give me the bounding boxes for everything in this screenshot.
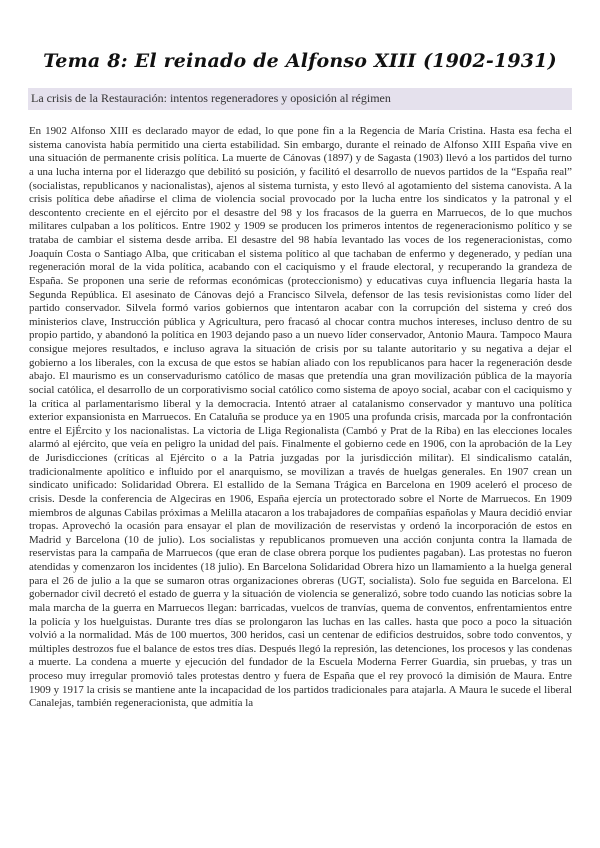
section-heading (28, 88, 572, 110)
section-heading-text: La crisis de la Restauración: intentos regeneradores y oposición al régimen (31, 91, 391, 105)
body-paragraph: En 1902 Alfonso XIII es declarado mayor de edad, lo que pone fin a la Regencia de María Cristina. Hasta esa fecha el sistema canovista había permitido una cierta estabilidad. Sin embargo, durante el reinado de Alfonso XIII España vive en una situación de permanente crisis política. La muerte de Cánovas (1897) y de Sagasta (1903) llevó a los partidos del turno a una lucha interna por el liderazgo que debilitó su posición, y facilitó el desarrollo de nuevos partidos de la “España real” (socialistas, republicanos y nacionalistas), ajenos al sistema turnista, y esto llevó al agotamiento del sistema canovista. A la crisis política debe añadirse el clima de violencia social provocado por la lucha entre los sindicatos y la patronal y el descontento creciente en el ejército por el desastre del 98 y los fracasos de la guerra en Marruecos, de lo que muchos militares culpaban a los políticos. Entre 1902 y 1909 se producen los primeros intentos de regeneracionismo político y se trataba de cambiar el sistema desde arriba. El desastre del 98 había levantado las voces de los regeneracionistas, como Joaquín Costa o Santiago Alba, que criticaban el sistema político al que tachaban de enfermo y degenerado, y pedían una regeneración moral de la vida política, acabando con el caciquismo y el fraude electoral, y recuperando la grandeza de España. Se proponen una serie de reformas económicas (proteccionismo) y educativas cuya influencia llegaría hasta la Segunda República. El asesinato de Cánovas dejó a Francisco Silvela, defensor de las tesis revisionistas como líder del partido conservador. Silvela formó varios gobiernos que intentaron acabar con la corrupción del sistema y creó dos ministerios clave, Instrucción pública y Agricultura, pero fracasó al chocar contra muchos intereses, incluso dentro de su propio partido, y abandonó la política en 1903 dejando paso a un nuevo líder conservador, Antonio Maura. Tampoco Maura consigue mejores resultados, e incluso agrava la situación de crisis por su talante autoritario y su negativa a dejar el gobierno a los liberales, con la excusa de que estos se habían aliado con los republicanos para hacer la regeneración desde abajo. El maurismo es un conservadurismo católico de masas que pretendía una gran movilización pública de la mayoría social católica, el desarrollo de un corporativismo social católico como sistema de apoyo social, acabar con el caciquismo y la crítica al parlamentarismo liberal y la democracia. Intentó atraer al catalanismo conservador y mantuvo una política exterior expansionista en Marruecos. En Cataluña se produce ya en 1905 una profunda crisis, marcada por la confrontación entre el EjÉrcito y los nacionalistas. La victoria de Lliga Regionalista (Cambó y Prat de la Riba) en las elecciones locales alarmó al ejército, que veía en peligro la unidad del país. Finalmente el gobierno cede en 1906, con la aprobación de la Ley de Jurisdicciones (críticas al Ejército o a la Patria juzgadas por la jurisdicción militar). El sindicalismo catalán, tradicionalmente apolítico e influido por el anarquismo, se movilizan a través de huelgas generales. En 1907 crean un sindicato unificado: Solidaridad Obrera. El estallido de la Semana Trágica en Barcelona en 1909 aceleró el proceso de crisis. Desde la conferencia de Algeciras en 1906, España ejercía un protectorado sobre el Norte de Marruecos. En 1909 miembros de algunas Cabilas próximas a Melilla atacaron a los trabajadores de compañías españolas y Maura decidió enviar tropas. Aprovechó la ocasión para ensayar el plan de movilización de reservistas y ordenó la incorporación de estos en Madrid y Barcelona (10 de julio). Los socialistas y republicanos promueven una acción conjunta contra la llamada de reservistas para la campaña de Marruecos (que eran de clase obrera porque los pudientes pagaban). Las protestas no fueron atendidas y comenzaron los incidentes (18 julio). En Barcelona Solidaridad Obrera hizo un llamamiento a la huelga general para el 26 de julio a la que se sumaron otras organizaciones obreras (UGT, socialista). Solo fue seguida en Barcelona. El gobernador civil decretó el estado de guerra y la situación de violencia se generalizó, sobre todo cuando las noticias sobre la mala marcha de la guerra en Marruecos llegan: barricadas, vuelcos de tranvías, quema de conventos, enfrentamientos entre la policía y los huelguistas. Durante tres días se prolongaron las luchas en las calles. hasta que poco a poco la situación volvió a la normalidad. Más de 100 muertos, 300 heridos, casi un centenar de edificios destruidos, sobre todo conventos, y múltiples destrozos fue el balance de estos tres días. Después llegó la represión, las detenciones, los procesos y las condenas a muerte. La condena a muerte y ejecución del fundador de la Escuela Moderna Ferrer Guardia, sin pruebas, y tras un proceso muy irregular promovió tales protestas dentro y fuera de España que el rey provocó la dimisión de Maura. Entre 1909 y 1917 la crisis se mantiene ante la incapacidad de los partidos tradicionales para atajarla. A Maura le sucede el liberal Canalejas, también regeneracionista, que admitía la (29, 125, 572, 710)
document-title: Tema 8: El reinado de Alfonso XIII (1902-1931) (43, 50, 557, 72)
